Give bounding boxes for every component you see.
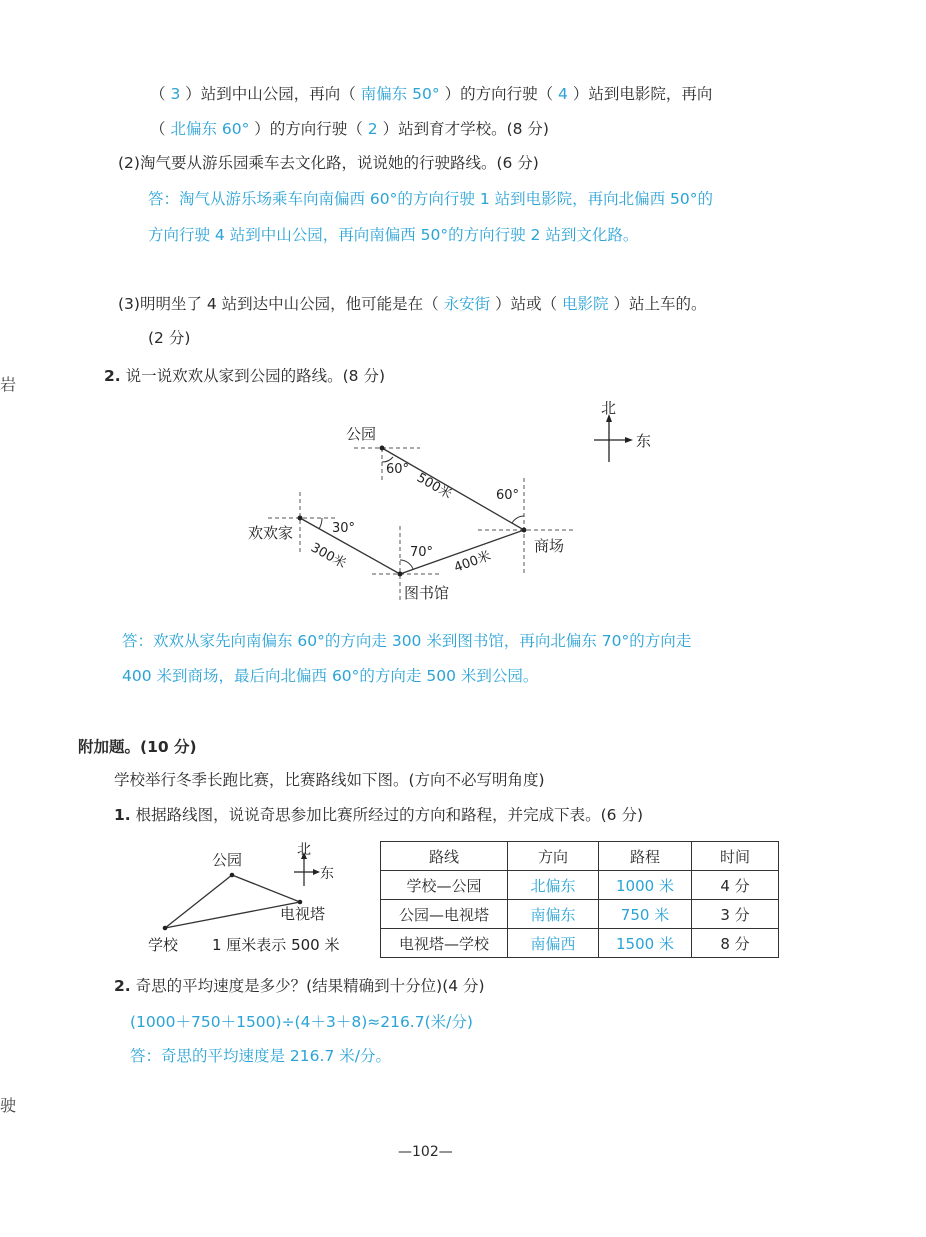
answer-direction-2: 北偏东 60°	[170, 120, 250, 138]
q1-part2-answer-line1: 答：淘气从游乐场乘车向南偏西 60°的方向行驶 1 站到电影院，再向北偏西 50°的	[148, 190, 714, 208]
q1-part3-points: (2 分)	[148, 329, 191, 347]
cell-direction: 南偏东	[508, 900, 599, 929]
distance-library-mall: 400米	[452, 548, 493, 576]
q1-part2-answer-line2: 方向行驶 4 站到中山公园，再向南偏西 50°的方向行驶 2 站到文化路。	[148, 226, 639, 244]
race-label-school: 学校	[148, 936, 179, 954]
answer-direction-1: 南偏东 50°	[360, 85, 440, 103]
q2-answer-line1: 答：欢欢从家先向南偏东 60°的方向走 300 米到图书馆，再向北偏东 70°的方向走	[122, 632, 692, 650]
race-point-tower	[298, 900, 303, 905]
q2-answer-line2: 400 米到商场，最后向北偏西 60°的方向走 500 米到公园。	[122, 667, 539, 685]
cell-route: 公园—电视塔	[381, 900, 508, 929]
cell-route: 电视塔—学校	[381, 929, 508, 958]
cell-direction: 北偏东	[508, 871, 599, 900]
bonus-q2-calculation: (1000＋750＋1500)÷(4＋3＋8)≈216.7(米/分)	[130, 1013, 473, 1031]
compass-north: 北	[601, 399, 617, 417]
table-row	[381, 929, 779, 958]
cell-route: 学校—公园	[381, 871, 508, 900]
bonus-q2-heading: 2. 奇思的平均速度是多少？(结果精确到十分位)(4 分)	[114, 977, 485, 995]
q1-part1-line1: （ 3 ）站到中山公园，再向（ 南偏东 50° ）的方向行驶（ 4 ）站到电影院，再向	[150, 85, 713, 103]
header-route: 路线	[381, 842, 508, 871]
header-time: 时间	[692, 842, 779, 871]
header-direction: 方向	[508, 842, 599, 871]
table-row	[381, 900, 779, 929]
distance-home-library: 300米	[308, 540, 349, 572]
angle-label-mall: 60°	[496, 488, 520, 503]
page-number: —102—	[398, 1144, 453, 1160]
cell-time: 4 分	[692, 871, 779, 900]
label-home: 欢欢家	[248, 524, 294, 542]
bonus-title: 附加题。(10 分)	[78, 738, 197, 756]
cell-distance: 750 米	[599, 900, 692, 929]
header-distance: 路程	[599, 842, 692, 871]
edge-char-top: 岩	[0, 375, 17, 394]
bonus-q2-answer: 答：奇思的平均速度是 216.7 米/分。	[130, 1047, 391, 1065]
label-library: 图书馆	[404, 584, 450, 602]
race-compass-east: 东	[320, 866, 334, 882]
angle-label-library: 70°	[410, 545, 434, 560]
race-compass	[294, 842, 334, 886]
label-park: 公园	[346, 425, 377, 443]
cell-time: 8 分	[692, 929, 779, 958]
route-table	[380, 841, 779, 958]
route-table-header	[381, 842, 779, 871]
race-point-park	[230, 873, 235, 878]
bonus-q1-heading: 1. 根据路线图，说说奇思参加比赛所经过的方向和路程，并完成下表。(6 分)	[114, 806, 644, 824]
table-row	[381, 871, 779, 900]
race-point-school	[163, 926, 168, 931]
angle-label-home: 30°	[332, 521, 356, 536]
compass-east: 东	[636, 432, 652, 450]
q1-part1-line2: （ 北偏东 60° ）的方向行驶（ 2 ）站到育才学校。(8 分)	[150, 120, 549, 138]
race-label-park: 公园	[212, 851, 243, 869]
bonus-intro: 学校举行冬季长跑比赛，比赛路线如下图。(方向不必写明角度)	[114, 771, 545, 789]
answer-stops-2: 4	[558, 85, 568, 103]
angle-label-park: 60°	[386, 462, 410, 477]
answer-station-1: 永安街	[443, 295, 491, 313]
distance-mall-park: 500米	[414, 470, 455, 503]
edge-char-bottom: 驶	[0, 1096, 17, 1115]
race-label-tower: 电视塔	[280, 905, 326, 923]
cell-distance: 1500 米	[599, 929, 692, 958]
race-scale: 1 厘米表示 500 米	[212, 936, 340, 954]
cell-direction: 南偏西	[508, 929, 599, 958]
answer-stops-1: 3	[170, 85, 181, 103]
cell-time: 3 分	[692, 900, 779, 929]
q2-heading: 2. 说一说欢欢从家到公园的路线。(8 分)	[104, 367, 386, 385]
q1-part2-question: (2)淘气要从游乐园乘车去文化路，说说她的行驶路线。(6 分)	[118, 154, 539, 172]
label-mall: 商场	[534, 537, 565, 555]
race-compass-north: 北	[297, 842, 311, 858]
answer-stops-3: 2	[367, 120, 378, 138]
q1-part3-line1: (3)明明坐了 4 站到达中山公园，他可能是在（ 永安街 ）站或（ 电影院 ）站上车的。	[118, 295, 707, 313]
answer-station-2: 电影院	[562, 295, 609, 313]
cell-distance: 1000 米	[599, 871, 692, 900]
